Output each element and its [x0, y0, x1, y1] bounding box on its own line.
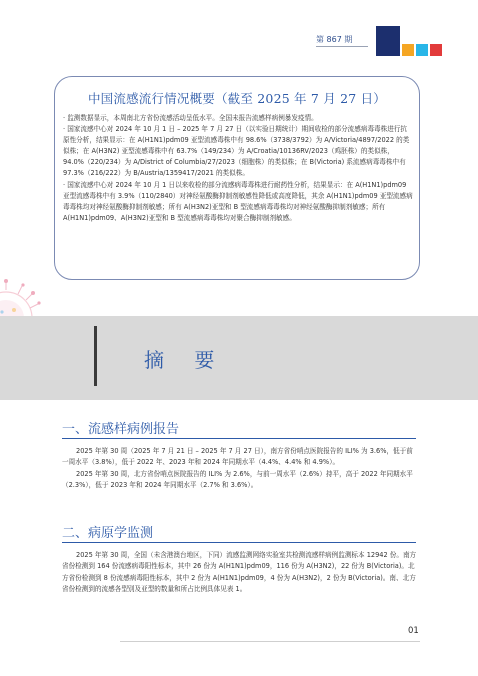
summary-bullet-2: · 国家流感中心对 2024 年 10 月 1 日 – 2025 年 7 月 27 日（以实验日期统计）期间收检的部分流感病毒毒株进行抗原性分析，结果显示：在 A(H1N1)pdm09 亚型流感毒株中有 98.6%（3738/3792）为 A/Victoria/4897/2022 的类似株；在 A(H3N2) 亚型流感毒株中有 63.7%（149/234）为 A/Croatia/10136RV/2023（鸡胚株）的类似株，94.0%（220/234）为 A/District of Columbia/27/2023（细胞株）的类似株；在 B(Victoria) 系流感病毒毒株中有 97.3%（216/222）为 B/Austria/1359417/2021 的类似株。	[63, 125, 410, 178]
footer-rule	[120, 641, 420, 642]
section2-heading: 二、病原学监测	[62, 526, 154, 541]
header-rule	[316, 46, 368, 47]
summary-box	[54, 76, 420, 280]
page-number: 01	[408, 626, 419, 636]
band-accent-bar	[94, 326, 97, 386]
section1-rule	[62, 438, 416, 439]
orange-block	[402, 44, 414, 56]
summary-bullet-1: · 监测数据显示，本周南北方省份流感活动呈低水平。全国未报告流感样病例暴发疫情。	[63, 114, 318, 122]
summary-bullet-3: · 国家流感中心对 2024 年 10 月 1 日以来收检的部分流感病毒毒株进行耐药性分析，结果显示：在 A(H1N1)pdm09 亚型流感毒株中有 3.9%（110/2840）对神经氨酸酶抑制剂敏感性降低或高度降低，其余 A(H1N1)pdm09 亚型流感病毒毒株均对神经氨酸酶抑制剂敏感；所有 A(H3N2)亚型和 B 型流感病毒毒株均对神经氨酸酶抑制剂敏感；所有 A(H1N1)pdm09、A(H3N2)亚型和 B 型流感病毒毒株均对聚合酶抑制剂敏感。	[63, 180, 413, 222]
summary-title: 中国流感流行情况概要（截至 2025 年 7 月 27 日）	[87, 91, 386, 106]
brand-color-blocks	[376, 26, 446, 56]
summary-text	[63, 113, 413, 224]
section1-heading: 一、流感样病例报告	[62, 422, 180, 437]
issue-number: 第 867 期	[316, 35, 353, 44]
section1-paragraph-1: 2025 年第 30 周（2025 年 7 月 21 日 – 2025 年 7 月 27 日），南方省份哨点医院报告的 ILI% 为 3.6%，低于前一周水平（3.8%），低于 2022 年、2023 年和 2024 年同期水平（4.4%、4.4% 和 4.9%）。	[62, 447, 413, 467]
red-block	[430, 44, 442, 56]
section2-body	[62, 550, 418, 595]
abstract-title: 摘 要	[144, 348, 227, 372]
cyan-block	[416, 44, 428, 56]
abstract-band	[0, 316, 478, 400]
navy-block	[376, 26, 400, 56]
section1-paragraph-2: 2025 年第 30 周，北方省份哨点医院报告的 ILI% 为 2.6%，与前一周水平（2.6%）持平，高于 2022 年同期水平（2.3%），低于 2023 年和 2024 年同期水平（2.7% 和 3.6%）。	[62, 469, 413, 489]
section1-body	[62, 446, 418, 491]
section2-rule	[62, 542, 416, 543]
section2-paragraph-1: 2025 年第 30 周，全国（未含港澳台地区，下同）流感监测网络实验室共检测流感样病例监测标本 12942 份。南方省份检测到 164 份流感病毒阳性标本，其中 26 份为 A(H1N1)pdm09，116 份为 A(H3N2)，22 份为 B(Victoria)。北方省份检测到 8 份流感病毒阳性标本，其中 2 份为 A(H1N1)pdm09，4 份为 A(H3N2)，2 份为 B(Victoria)。南、北方省份检测到的流感各型别及亚型的数量和所占比例具体见表 1。	[62, 551, 417, 593]
